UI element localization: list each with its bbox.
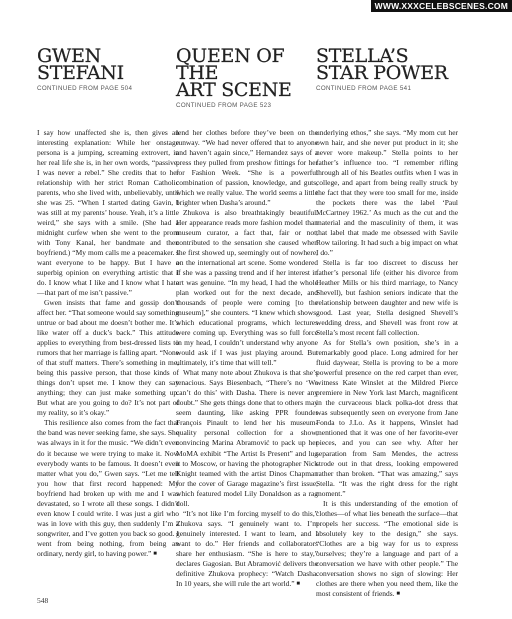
article-body-queen-of-the-art-scene: [176, 128, 318, 589]
article-heading-stellas-star-power: [316, 45, 466, 92]
heading-line-1: GWEN: [37, 45, 102, 67]
watermark-banner: WWW.XXXCELEBSCENES.COM: [371, 0, 512, 12]
heading-line-2: STEFANI: [37, 62, 124, 84]
continued-from-label: CONTINUED FROM PAGE 504: [37, 85, 133, 92]
body-paragraph: I say how unaffected she is, then gives an interesting explanation: While her onstage persona is a jumping, screaming extrovert, in her real life she is, in her own words, “passive. I was never a rebel.” She credits that to her relationship with her strict Roman Catholic parents, who she lived with, unbelievably, until she was 25. “When I started dating Gavin, I was still at my parents’ house. Yeah, it’s a little weird,” she says with a smile. (She had a midnight curfew when she went to the prom with Tony Kanal, her bandmate and then boyfriend.) “My mom calls me a peacemaker. I want everyone to be happy. But I have a superbig opinion on everything artistic that I do. I know what I like and I know what I hate—that part of me isn’t passive.”: [37, 128, 179, 298]
heading-line-1: STELLA’S: [316, 45, 409, 67]
paragraph-text: “It’s not like I’m forcing myself to do this,” Zhukova says. “I genuinely want to. I’m genuinely interested. I want to learn, and I want to do.” Her friends and collaborators share her enthusiasm. “She is here to stay,” declares Gagosian. But Abramović delivers the definitive Zhukova prophecy: “Watch Dasha. In 10 years, she will rule the art world.”: [176, 508, 318, 588]
body-paragraph: Gwen insists that fame and gossip don’t affect her. “That someone would say something untrue or bad about me doesn’t bother me. It’s like water off a duck’s back.” This attitude applies to everything from best-dressed lists to rumors that her marriage is falling apart. “None of that stuff matters. There’s something in me, being this passive person, that those kinds of things don’t upset me. I know they can say anything; they can just make something up. But what are you going to do? It’s not part of my reality, so it’s okay.”: [37, 298, 179, 418]
end-of-article-mark: ■: [396, 590, 400, 597]
article-body-stellas-star-power: [316, 128, 458, 599]
end-of-article-mark: ■: [153, 550, 157, 557]
body-paragraph: [37, 418, 179, 558]
body-paragraph: Zhukova is also breathtakingly beautiful. Her appearance reads more fashion model than museum curator, a fact that, fair or not, contributed to the sensation she caused when she first showed up, seemingly out of nowhere, on the international art scene. Some wondered if she was a passing trend and if her interest in art was genuine. “In my head, I had the whole plan worked out for the next decade, and thousands of people were coming [to the museum],” she counters. “I knew which shows, which educational programs, which lectures were coming up. Everything was so full force in my head, I couldn’t understand why anyone would ask if I was just playing around. But ultimately, it’s time that will tell.”: [176, 208, 318, 368]
heading-line-2: STAR POWER: [316, 62, 448, 84]
body-paragraph: [176, 509, 318, 589]
continued-from-label: CONTINUED FROM PAGE 523: [176, 102, 272, 109]
article-heading-queen-of-the-art-scene: [176, 45, 326, 109]
body-paragraph: lend her clothes before they’ve been on the runway. “We had never offered that to anyone and haven’t again since,” Hernandez says of a press they pulled from preshow fittings for her for Fashion Week. “She is a powerful combination of passion, knowledge, and guts, which we really value. The world seems a little brighter when Dasha’s around.”: [176, 128, 318, 208]
body-paragraph: What many note about Zhukova is that she’s tenacious. Says Biesenbach, “There’s no ‘We can’t do this’ with Dasha. There is never any doubt.” She gets things done that to others may seem daunting, like asking PPR founder François Pinault to lend her his museum-quality personal collection for a show, convincing Marina Abramović to pack up her MoMA exhibit “The Artist Is Present” and lug it to Moscow, or having the photographer Nick Knight teamed with the artist Dinos Chapman for the cover of Garage magazine’s first issue, which featured model Lily Donaldson as a rag doll.: [176, 368, 318, 508]
body-paragraph: As for Stella’s own position, she’s in a remarkably good place. Long admired for her fluid daywear, Stella is proving to be a more powerful presence on the red carpet than ever, witness Kate Winslet at the Mildred Pierce premiere in New York last March, magnificent in the curvaceous black polka-dot dress that was subsequently seen on everyone from Jane Fonda to J.Lo. As it happens, Winslet had mentioned that it was one of her favorite-ever pieces, and you can see why. After her separation from Sam Mendes, the actress strode out in that dress, looking empowered rather than broken. “That was amazing,” says Stella. “It was the right dress for the right moment.”: [316, 338, 458, 498]
heading-line-2: ART SCENE: [176, 79, 292, 101]
end-of-article-mark: ■: [296, 580, 301, 587]
article-heading-gwen-stefani: [37, 45, 187, 92]
continued-from-label: CONTINUED FROM PAGE 541: [316, 85, 412, 92]
heading-line-1: QUEEN OF THE: [176, 45, 285, 84]
article-body-gwen-stefani: [37, 128, 179, 559]
body-paragraph: [316, 499, 458, 599]
body-paragraph: underlying ethos,” she says. “My mom cut her own hair, and she never put product in it; she never wore makeup.” Stella points to her father’s influence too. “I remember rifling through all of his Beatles outfits when I was in college, and apart from being really struck by the fact that they were too small for me, inside the pockets there was the label ‘Paul McCartney 1962.’ As much as the cut and the material and the masculinity of them, it was that label that made me obsessed with Savile Row tailoring. It had such a big impact on what I do.”: [316, 128, 458, 258]
paragraph-text: This resilience also comes from the fact that the band was never seeking fame, she says. She was always in it for the music. “We didn’t even do it because we were trying to make it. Now everybody wants to be famous. It doesn’t even matter what you do,” Gwen says. “Let me tell you how that first record happened: My boyfriend had broken up with me and I was devastated, so I wrote all these songs. I didn’t even know I could write. I was just a girl who was in love with this guy, then suddenly I’m a songwriter, and I’ve gotten you back so good. I went from being nothing, from being an ordinary, nerdy girl, to having power.”: [37, 418, 179, 558]
paragraph-text: It is this understanding of the emotion of clothes—of what lies beneath the surface—that propels her success. “The emotional side is absolutely key to the design,” she says. “Clothes are a big way for us to express ourselves; they’re a language and part of a conversation we have with other people.” The conversation shows no sign of slowing: Her clothes are there when you need them, like the most consistent of friends.: [316, 498, 458, 598]
body-paragraph: Stella is far too discreet to discuss her father’s personal life (either his divorce from Heather Mills or his third marriage, to Nancy Shevell), but fashion seniors indicate that the relationship between daughter and new wife is good. Last year, Stella designed Shevell’s wedding dress, and Shevell was front row at Stella’s most recent fall collection.: [316, 258, 458, 338]
page-number: 548: [37, 596, 49, 605]
